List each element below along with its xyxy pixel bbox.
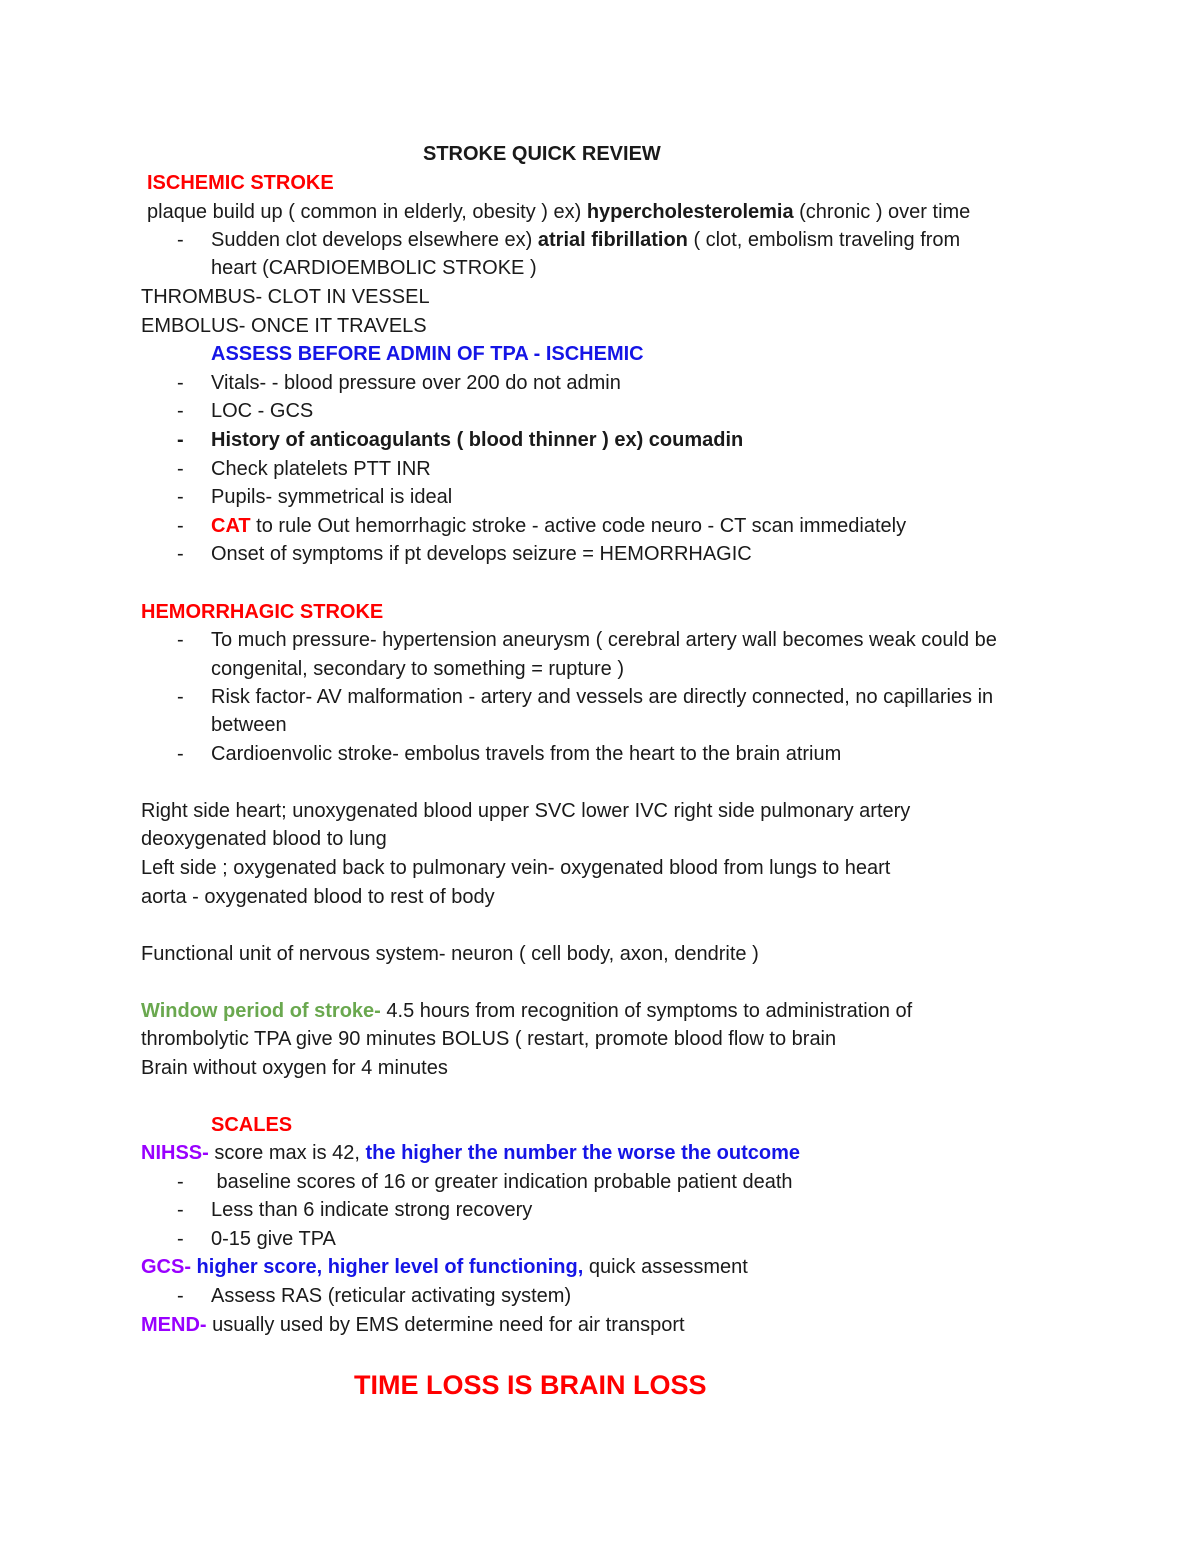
heart-line: deoxygenated blood to lung <box>141 828 387 850</box>
hemorrhagic-item-cont: between <box>211 714 287 736</box>
hemorrhagic-item: To much pressure- hypertension aneurysm ( cerebral artery wall becomes weak could be <box>211 629 997 651</box>
emphasis: atrial fibrillation <box>537 229 688 251</box>
nihss-line <box>141 1141 800 1165</box>
text: plaque build up ( common in elderly, obesity ) ex) <box>147 201 587 223</box>
bullet-dash: - <box>177 372 184 394</box>
hemorrhagic-item-cont: congenital, secondary to something = rupture ) <box>211 658 625 680</box>
window-line-2: thrombolytic TPA give 90 minutes BOLUS ( restart, promote blood flow to brain <box>141 1028 837 1050</box>
bullet-dash: - <box>177 1228 184 1250</box>
assess-item: Pupils- symmetrical is ideal <box>211 486 453 508</box>
emphasis: hypercholesterolemia <box>586 201 794 223</box>
embolus-line: EMBOLUS- ONCE IT TRAVELS <box>141 315 427 337</box>
cat-label: CAT <box>211 515 251 537</box>
nihss-item: 0-15 give TPA <box>211 1228 336 1250</box>
assess-item-cat <box>211 514 906 538</box>
bullet-dash: - <box>177 1199 184 1221</box>
text: score max is 42, <box>208 1142 366 1164</box>
heart-line: Left side ; oxygenated back to pulmonary vein- oxygenated blood from lungs to heart <box>141 857 891 879</box>
bullet-dash: - <box>177 543 184 565</box>
window-line-3: Brain without oxygen for 4 minutes <box>141 1057 448 1079</box>
banner-title: TIME LOSS IS BRAIN LOSS <box>354 1370 707 1400</box>
emphasis: the higher the number the worse the outcome <box>365 1142 801 1164</box>
nihss-label: NIHSS- <box>141 1142 209 1164</box>
bullet-dash: - <box>177 1171 184 1193</box>
nihss-item: baseline scores of 16 or greater indication probable patient death <box>211 1171 793 1193</box>
scales-heading: SCALES <box>211 1114 293 1136</box>
bullet-dash: - <box>177 429 184 451</box>
hemorrhagic-item: Risk factor- AV malformation - artery and vessels are directly connected, no capillaries in <box>211 686 994 708</box>
assess-item: LOC - GCS <box>211 400 314 422</box>
ischemic-heading: ISCHEMIC STROKE <box>147 172 334 194</box>
bullet-dash: - <box>177 400 184 422</box>
text: (chronic ) over time <box>793 201 971 223</box>
text: quick assessment <box>583 1256 748 1278</box>
window-label: Window period of stroke- <box>141 1000 381 1022</box>
assess-item: Check platelets PTT INR <box>211 458 431 480</box>
bullet-dash: - <box>177 629 184 651</box>
window-line-1 <box>141 999 912 1023</box>
gcs-label: GCS- <box>141 1256 191 1278</box>
thrombus-line: THROMBUS- CLOT IN VESSEL <box>141 286 430 308</box>
mend-label: MEND- <box>141 1314 207 1336</box>
mend-line <box>141 1313 685 1337</box>
text: Sudden clot develops elsewhere ex) <box>211 229 538 251</box>
ischemic-line-1 <box>147 200 970 224</box>
text: usually used by EMS determine need for air transport <box>206 1314 685 1336</box>
heart-line: aorta - oxygenated blood to rest of body <box>141 886 495 908</box>
assess-item: Vitals- - blood pressure over 200 do not admin <box>211 372 621 394</box>
hemorrhagic-item: Cardioenvolic stroke- embolus travels from the heart to the brain atrium <box>211 743 842 765</box>
bullet-dash: - <box>177 486 184 508</box>
gcs-line <box>141 1255 748 1279</box>
ischemic-bullet-1 <box>211 228 960 252</box>
ischemic-bullet-1-cont: heart (CARDIOEMBOLIC STROKE ) <box>211 257 537 279</box>
hemorrhagic-heading: HEMORRHAGIC STROKE <box>141 601 384 623</box>
text: ( clot, embolism traveling from <box>687 229 961 251</box>
neuron-line: Functional unit of nervous system- neuron ( cell body, axon, dendrite ) <box>141 943 759 965</box>
bullet-dash: - <box>177 229 184 251</box>
page-title: STROKE QUICK REVIEW <box>423 143 661 165</box>
text: 4.5 hours from recognition of symptoms to administration of <box>380 1000 913 1022</box>
heart-line: Right side heart; unoxygenated blood upper SVC lower IVC right side pulmonary artery <box>141 800 911 822</box>
assess-item-onset: Onset of symptoms if pt develops seizure = HEMORRHAGIC <box>211 543 752 565</box>
nihss-item: Less than 6 indicate strong recovery <box>211 1199 533 1221</box>
bullet-dash: - <box>177 686 184 708</box>
emphasis: higher score, higher level of functioning, <box>191 1256 584 1278</box>
assess-item: History of anticoagulants ( blood thinner ) ex) coumadin <box>211 429 744 451</box>
bullet-dash: - <box>177 458 184 480</box>
bullet-dash: - <box>177 1285 184 1307</box>
assess-heading: ASSESS BEFORE ADMIN OF TPA - ISCHEMIC <box>211 343 644 365</box>
bullet-dash: - <box>177 515 184 537</box>
bullet-dash: - <box>177 743 184 765</box>
gcs-item: Assess RAS (reticular activating system) <box>211 1285 572 1307</box>
text: to rule Out hemorrhagic stroke - active code neuro - CT scan immediately <box>250 515 907 537</box>
